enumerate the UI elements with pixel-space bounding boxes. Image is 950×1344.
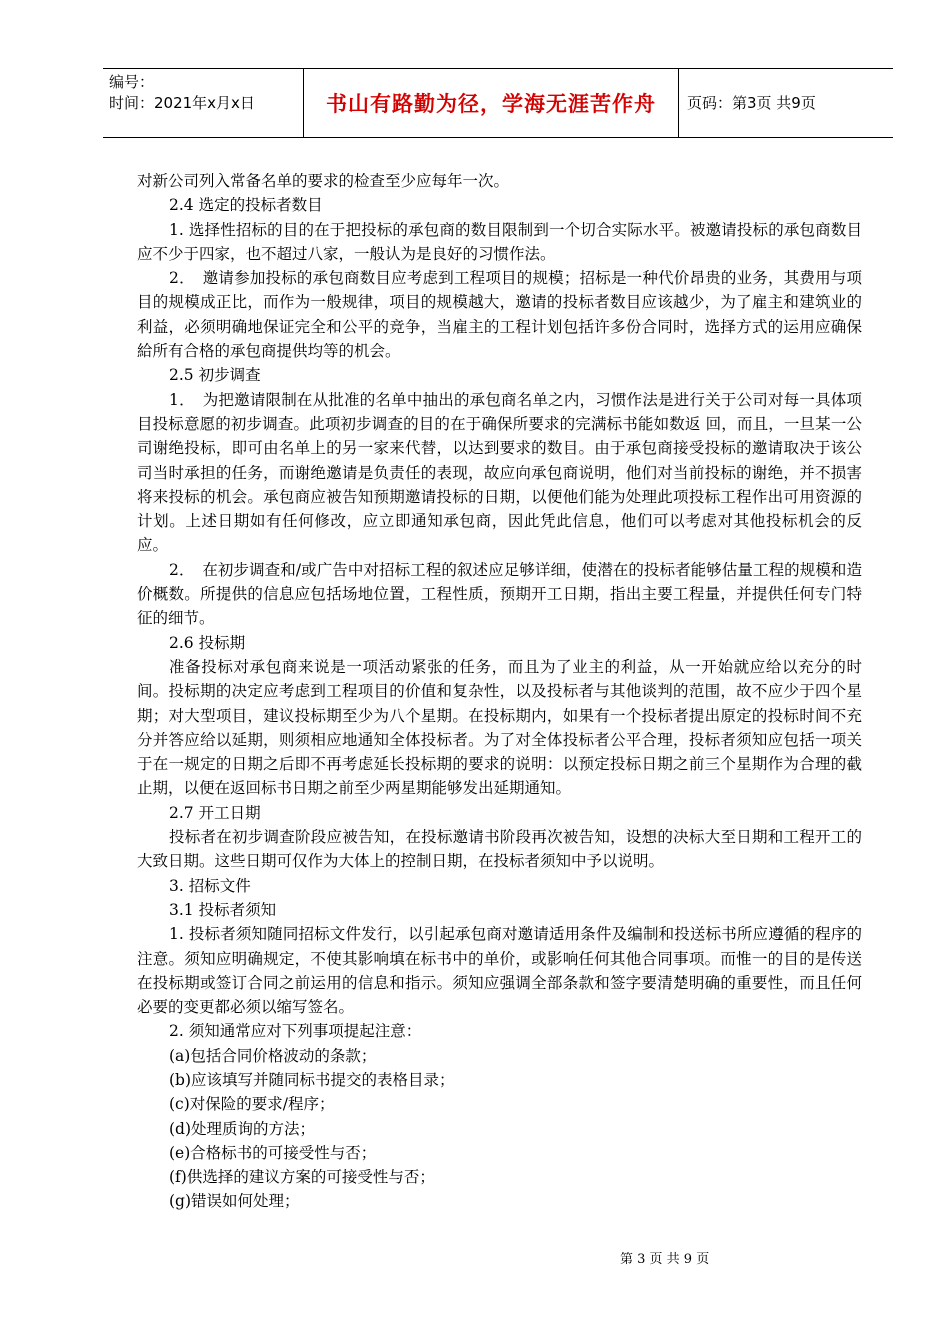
- paragraph: 对新公司列入常备名单的要求的检查至少应每年一次。: [137, 172, 510, 190]
- document-time-label: 时间：2021年x月x日: [109, 94, 255, 112]
- header-info-cell: [103, 69, 304, 137]
- header-motto-cell: [304, 69, 679, 137]
- list-item: (c)对保险的要求/程序；: [169, 1095, 335, 1114]
- section-heading: 2.7 开工日期: [169, 803, 261, 822]
- list-item: (b)应该填写并随同标书提交的表格目录；: [169, 1070, 455, 1089]
- section-heading: 3. 招标文件: [169, 876, 251, 895]
- list-item: (a)包括合同价格波动的条款；: [169, 1046, 377, 1065]
- header-page-cell: [679, 69, 893, 137]
- list-item: (g)错误如何处理；: [169, 1192, 300, 1211]
- section-heading: 2.4 选定的投标者数目: [169, 196, 323, 215]
- header-page-number: 页码：第3页 共9页: [687, 94, 816, 112]
- paragraph: 投标者在初步调查阶段应被告知，在投标邀请书阶段再次被告知，设想的决标大至日期和工程开工的大致日期。这些日期可仅作为大体上的控制日期，在投标者须知中予以说明。: [137, 828, 862, 871]
- list-item: (f)供选择的建议方案的可接受性与否；: [169, 1168, 435, 1187]
- section-heading: 2.5 初步调查: [169, 366, 261, 385]
- section-heading: 2.6 投标期: [169, 633, 246, 652]
- footer-page-number: 第 3 页 共 9 页: [620, 1252, 710, 1267]
- paragraph: 2. 须知通常应对下列事项提起注意：: [169, 1022, 422, 1041]
- header-motto: 书山有路勤为径，学海无涯苦作舟: [326, 92, 656, 116]
- page-header: [103, 68, 893, 138]
- paragraph: 准备投标对承包商来说是一项活动紧张的任务，而且为了业主的利益，从一开始就应给以充分的时间。投标期的决定应考虑到工程项目的价值和复杂性，以及投标者与其他谈判的范围，故不应少于四个星期；对大型项目，建议投标期至少为八个星期。在投标期内，如果有一个投标者提出原定的投标时间不充分并答应给以延期，则须相应地通知全体投标者。为了对全体投标者公平合理，投标者须知应包括一项关于在一规定的日期之后即不再考虑延长投标期的要求的说明：以预定投标日期之前三个星期作为合理的截止期，以便在返回标书日期之前至少两星期能够发出延期通知。: [137, 657, 862, 798]
- list-item: (d)处理质询的方法；: [169, 1119, 316, 1138]
- document-number-label: 编号：: [109, 73, 155, 91]
- paragraph: 2． 在初步调查和/或广告中对招标工程的叙述应足够详细，使潜在的投标者能够估量工程的规模和造价概数。所提供的信息应包括场地位置，工程性质，预期开工日期，指出主要工程量，并提供任何专门特征的细节。: [137, 560, 862, 628]
- paragraph: 1. 选择性招标的目的在于把投标的承包商的数目限制到一个切合实际水平。被邀请投标的承包商数目应不少于四家，也不超过八家，一般认为是良好的习惯作法。: [137, 220, 862, 263]
- section-heading: 3.1 投标者须知: [169, 900, 277, 919]
- paragraph: 2． 邀请参加投标的承包商数目应考虑到工程项目的规模；招标是一种代价昂贵的业务，其费用与项目的规模成正比，而作为一般规律，项目的规模越大，邀请的投标者数目应该越少，为了雇主和建筑业的利益，必须明确地保证完全和公平的竞争，当雇主的工程计划包括许多份合同时，选择方式的运用应确保給所有合格的承包商提供均等的机会。: [137, 269, 862, 361]
- document-body: [137, 169, 862, 1214]
- list-item: (e)合格标书的可接受性与否；: [169, 1143, 377, 1162]
- paragraph: 1. 投标者须知随同招标文件发行，以引起承包商对邀请适用条件及编制和投送标书所应遵循的程序的注意。须知应明确规定，不使其影响填在标书中的单价，或影响任何其他合同事项。而惟一的目的是传送在投标期或签订合同之前运用的信息和指示。须知应强调全部条款和签字要清楚明确的重要性，而且任何必要的变更都必须以缩写签名。: [137, 925, 862, 1017]
- paragraph: 1． 为把邀请限制在从批准的名单中抽出的承包商名单之内，习惯作法是进行关于公司对每一具体项目投标意愿的初步调查。此项初步调查的目的在于确保所要求的完满标书能如数返 回，而且，一旦某一公司谢绝投标，即可由名单上的另一家来代替，以达到要求的数目。由于承包商接受投标的邀请取决于该公司当时承担的任务，而谢绝邀请是负责任的表现，故应向承包商说明，他们对当前投标的谢绝，并不损害将来投标的机会。承包商应被告知预期邀请投标的日期，以便他们能为处理此项投标工程作出可用资源的计划。上述日期如有任何修改，应立即通知承包商，因此凭此信息，他们可以考虑对其他投标机会的反应。: [137, 390, 862, 555]
